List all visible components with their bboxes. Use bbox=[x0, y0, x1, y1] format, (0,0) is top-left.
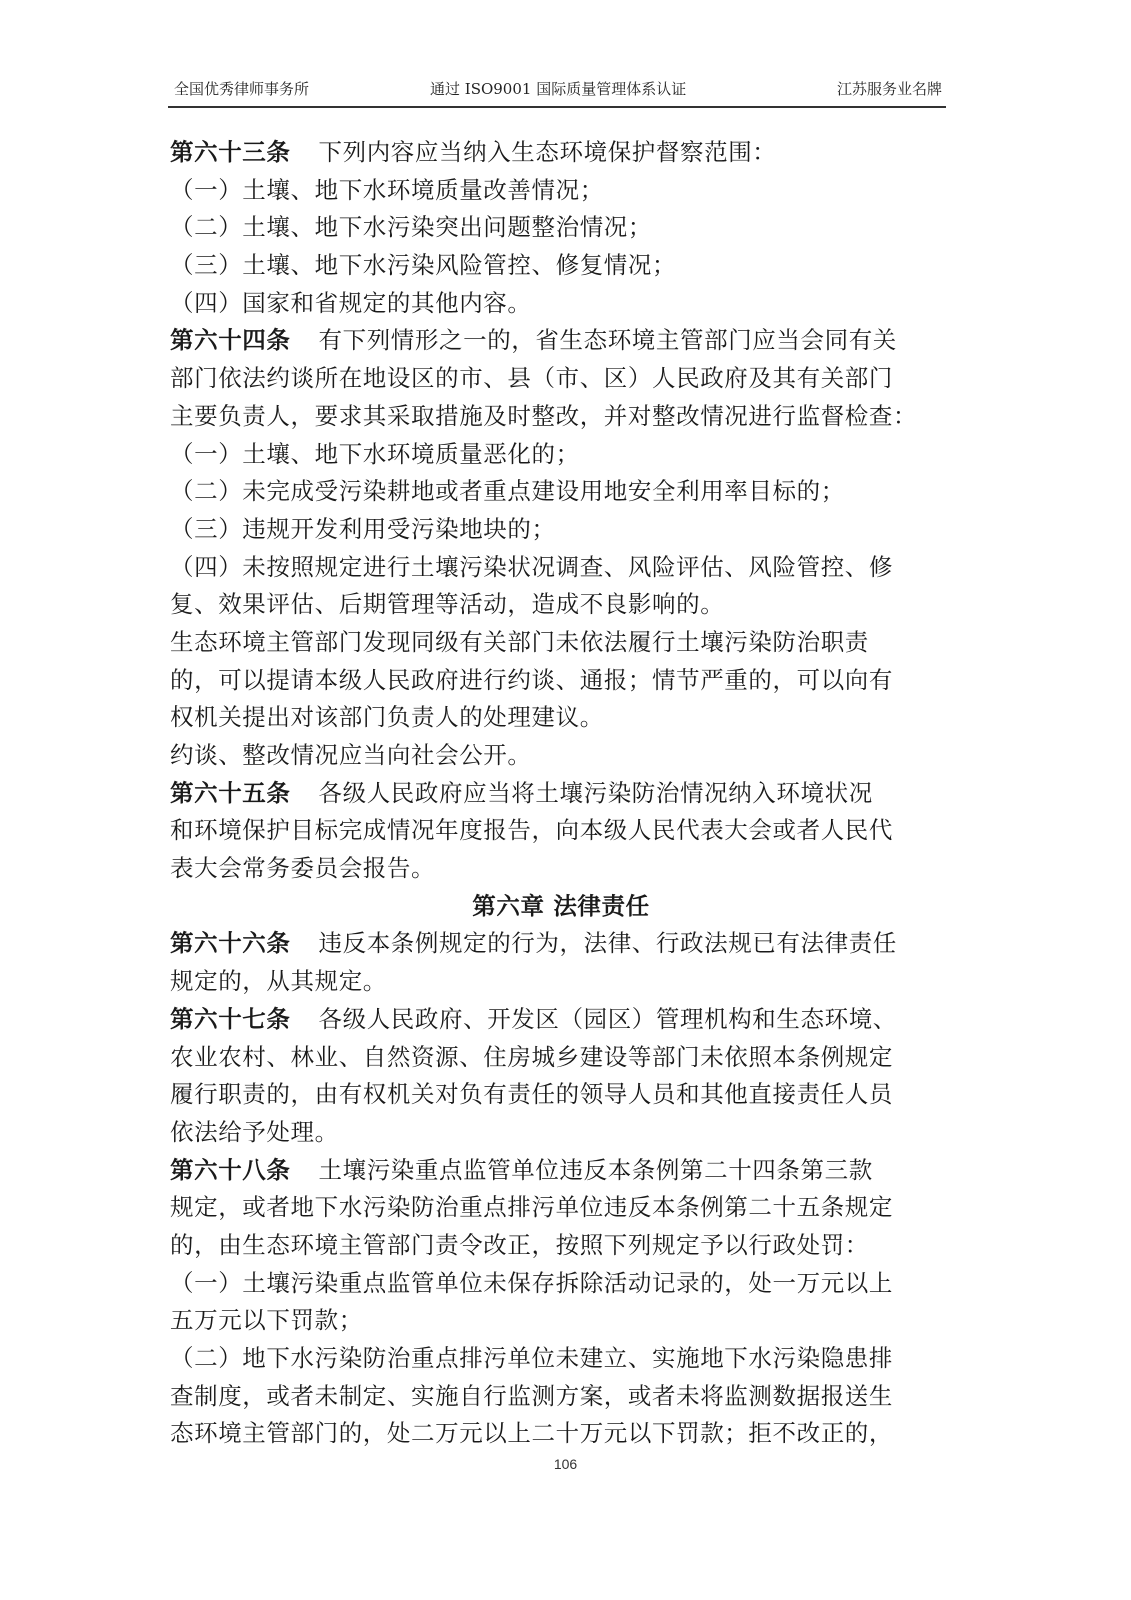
line-text: 各级人民政府、开发区（园区）管理机构和生态环境、 bbox=[318, 1004, 897, 1033]
text-line bbox=[170, 322, 942, 360]
document-body bbox=[170, 134, 942, 1453]
text-line bbox=[170, 1152, 942, 1190]
text-line bbox=[170, 172, 942, 210]
line-text: （一）土壤、地下水环境质量改善情况； bbox=[170, 175, 604, 204]
line-text: （三）土壤、地下水污染风险管控、修复情况； bbox=[170, 251, 677, 280]
text-line bbox=[170, 586, 942, 624]
line-text: 违反本条例规定的行为，法律、行政法规已有法律责任 bbox=[318, 929, 897, 958]
line-text: 部门依法约谈所在地设区的市、县（市、区）人民政府及其有关部门 bbox=[170, 364, 893, 393]
text-line bbox=[170, 963, 942, 1001]
article-number: 第六十七条 bbox=[170, 1004, 291, 1033]
text-line bbox=[170, 360, 942, 398]
text-line bbox=[170, 1189, 942, 1227]
header-center-text: 通过 ISO9001 国际质量管理体系认证 bbox=[430, 80, 687, 98]
line-text: 复、效果评估、后期管理等活动，造成不良影响的。 bbox=[170, 590, 725, 619]
line-text: 下列内容应当纳入生态环境保护督察范围： bbox=[318, 138, 777, 166]
line-text: （四）国家和省规定的其他内容。 bbox=[170, 288, 532, 317]
header-left-text: 全国优秀律师事务所 bbox=[174, 80, 310, 98]
line-text: （三）违规开发利用受污染地块的； bbox=[170, 514, 556, 543]
article-number: 第六十六条 bbox=[170, 929, 291, 958]
line-text: 各级人民政府应当将土壤污染防治情况纳入环境状况 bbox=[318, 778, 873, 807]
text-line bbox=[170, 285, 942, 323]
text-line bbox=[170, 737, 942, 775]
text-line bbox=[170, 1039, 942, 1077]
line-text: 主要负责人，要求其采取措施及时整改，并对整改情况进行监督检查： bbox=[170, 401, 918, 430]
line-text: （四）未按照规定进行土壤污染状况调查、风险评估、风险管控、修 bbox=[170, 552, 893, 581]
page-header bbox=[168, 78, 946, 104]
text-line bbox=[170, 549, 942, 587]
line-text: 的，由生态环境主管部门责令改正，按照下列规定予以行政处罚： bbox=[170, 1230, 869, 1259]
line-text: 生态环境主管部门发现同级有关部门未依法履行土壤污染防治职责 bbox=[170, 627, 869, 656]
header-divider bbox=[168, 106, 946, 108]
page-number: 106 bbox=[553, 1456, 578, 1472]
line-text: 的，可以提请本级人民政府进行约谈、通报；情节严重的，可以向有 bbox=[170, 665, 893, 694]
line-text: 和环境保护目标完成情况年度报告，向本级人民代表大会或者人民代 bbox=[170, 816, 893, 845]
text-line bbox=[170, 1114, 942, 1152]
text-line bbox=[170, 850, 942, 888]
line-text: 农业农村、林业、自然资源、住房城乡建设等部门未依照本条例规定 bbox=[170, 1042, 893, 1071]
text-line bbox=[170, 1340, 942, 1378]
text-line bbox=[170, 1001, 942, 1039]
text-line bbox=[170, 699, 942, 737]
line-text: 依法给予处理。 bbox=[170, 1117, 339, 1146]
text-line bbox=[170, 775, 942, 813]
line-text: 权机关提出对该部门负责人的处理建议。 bbox=[170, 703, 604, 732]
article-number: 第六十三条 bbox=[170, 138, 291, 166]
text-line bbox=[170, 1302, 942, 1340]
chapter-heading: 第六章 法律责任 bbox=[472, 891, 650, 920]
line-text: 表大会常务委员会报告。 bbox=[170, 854, 436, 883]
text-line bbox=[170, 398, 942, 436]
line-text: 态环境主管部门的，处二万元以上二十万元以下罚款；拒不改正的， bbox=[170, 1419, 893, 1448]
line-text: 约谈、整改情况应当向社会公开。 bbox=[170, 741, 532, 769]
article-number: 第六十八条 bbox=[170, 1155, 291, 1184]
line-text: 查制度，或者未制定、实施自行监测方案，或者未将监测数据报送生 bbox=[170, 1381, 893, 1410]
article-number: 第六十四条 bbox=[170, 326, 291, 355]
line-text: （二）未完成受污染耕地或者重点建设用地安全利用率目标的； bbox=[170, 477, 845, 506]
text-line bbox=[170, 624, 942, 662]
text-line bbox=[170, 1378, 942, 1416]
text-line bbox=[170, 473, 942, 511]
article-number: 第六十五条 bbox=[170, 778, 291, 807]
text-line bbox=[170, 1265, 942, 1303]
line-text: （二）地下水污染防治重点排污单位未建立、实施地下水污染隐患排 bbox=[170, 1344, 893, 1372]
text-line bbox=[170, 1227, 942, 1265]
text-line bbox=[170, 247, 942, 285]
text-line bbox=[170, 662, 942, 700]
line-text: 土壤污染重点监管单位违反本条例第二十四条第三款 bbox=[318, 1155, 873, 1184]
text-line bbox=[170, 1076, 942, 1114]
line-text: 有下列情形之一的，省生态环境主管部门应当会同有关 bbox=[318, 326, 897, 355]
line-text: 五万元以下罚款； bbox=[170, 1306, 363, 1335]
header-right-text: 江苏服务业名牌 bbox=[836, 80, 942, 98]
line-text: 规定的，从其规定。 bbox=[170, 967, 387, 996]
line-text: 规定，或者地下水污染防治重点排污单位违反本条例第二十五条规定 bbox=[170, 1193, 893, 1222]
text-line bbox=[170, 209, 942, 247]
text-line bbox=[170, 925, 942, 963]
text-line bbox=[170, 134, 942, 172]
text-line bbox=[170, 436, 942, 474]
text-line bbox=[170, 812, 942, 850]
text-line bbox=[170, 1415, 942, 1453]
line-text: 履行职责的，由有权机关对负有责任的领导人员和其他直接责任人员 bbox=[170, 1080, 893, 1109]
line-text: （一）土壤污染重点监管单位未保存拆除活动记录的，处一万元以上 bbox=[170, 1268, 893, 1297]
text-line bbox=[170, 511, 942, 549]
line-text: （二）土壤、地下水污染突出问题整治情况； bbox=[170, 213, 652, 242]
line-text: （一）土壤、地下水环境质量恶化的； bbox=[170, 439, 580, 468]
